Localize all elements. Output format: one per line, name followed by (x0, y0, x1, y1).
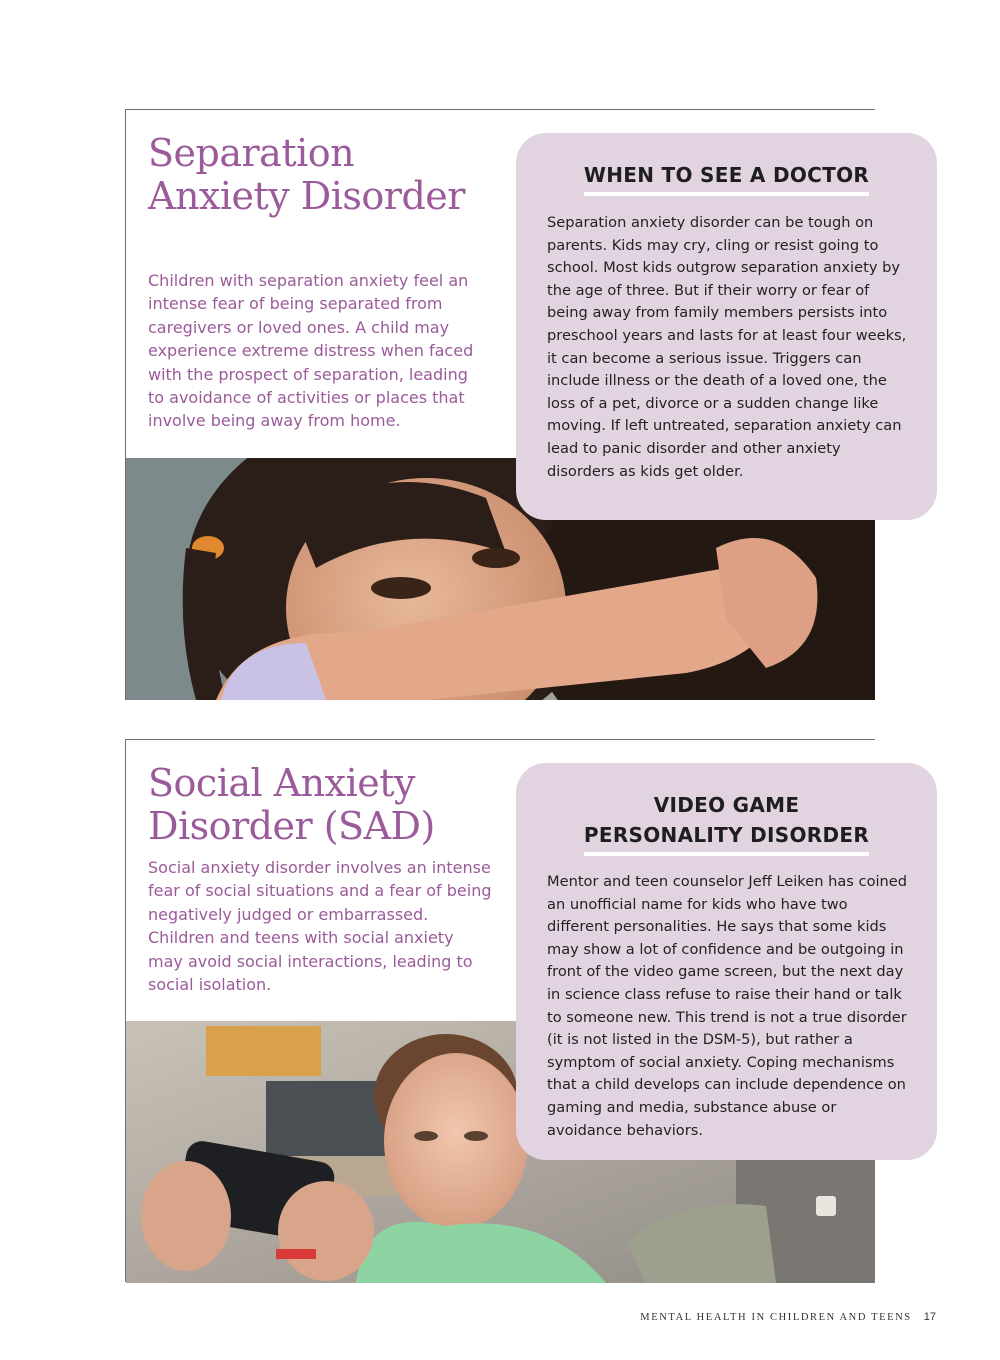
running-footer: MENTAL HEALTH IN CHILDREN AND TEENS (640, 1311, 912, 1323)
section-intro: Children with separation anxiety feel an intense fear of being separated from caregivers or loved ones. A child may experience extreme distress when faced with the prospect of separation, leading to avoidance of activities or places that involve being away from home. (148, 271, 474, 431)
box-heading-line1: VIDEO GAME (653, 793, 800, 817)
page-footer (640, 1311, 936, 1323)
page-number: 17 (923, 1311, 936, 1323)
video-game-personality-box (516, 763, 937, 1160)
box-heading: WHEN TO SEE A DOCTOR (583, 163, 870, 187)
box-heading-line2: PERSONALITY DISORDER (583, 823, 870, 847)
section-title: Social Anxiety Disorder (SAD) (148, 761, 435, 848)
box-body: Separation anxiety disorder can be tough on parents. Kids may cry, cling or resist going to school. Most kids outgrow separation anxiety by the age of three. But if their worry or fear of being away from family members persists into preschool years and lasts for at least four weeks, it can become a serious issue. Triggers can include illness or the death of a loved one, the loss of a pet, divorce or a sudden change like moving. If left untreated, separation anxiety can lead to panic disorder and other anxiety disorders as kids get older. (547, 214, 907, 480)
box-body: Mentor and teen counselor Jeff Leiken has coined an unofficial name for kids who have two different personalities. He says that some kids may show a lot of confidence and be outgoing in front of the video game screen, but the next day in science class refuse to raise their hand or talk to someone new. This trend is not a true disorder (it is not listed in the DSM-5), but rather a symptom of social anxiety. Coping mechanisms that a child develops can include dependence on gaming and media, substance abuse or avoidance behaviors. (547, 873, 908, 1139)
section-title: Separation Anxiety Disorder (148, 131, 465, 218)
when-to-see-doctor-box (516, 133, 937, 520)
section-intro: Social anxiety disorder involves an intense fear of social situations and a fear of being negatively judged or embarrassed. Children and teens with social anxiety may avoid social interactions, leading to social isolation. (148, 858, 492, 995)
